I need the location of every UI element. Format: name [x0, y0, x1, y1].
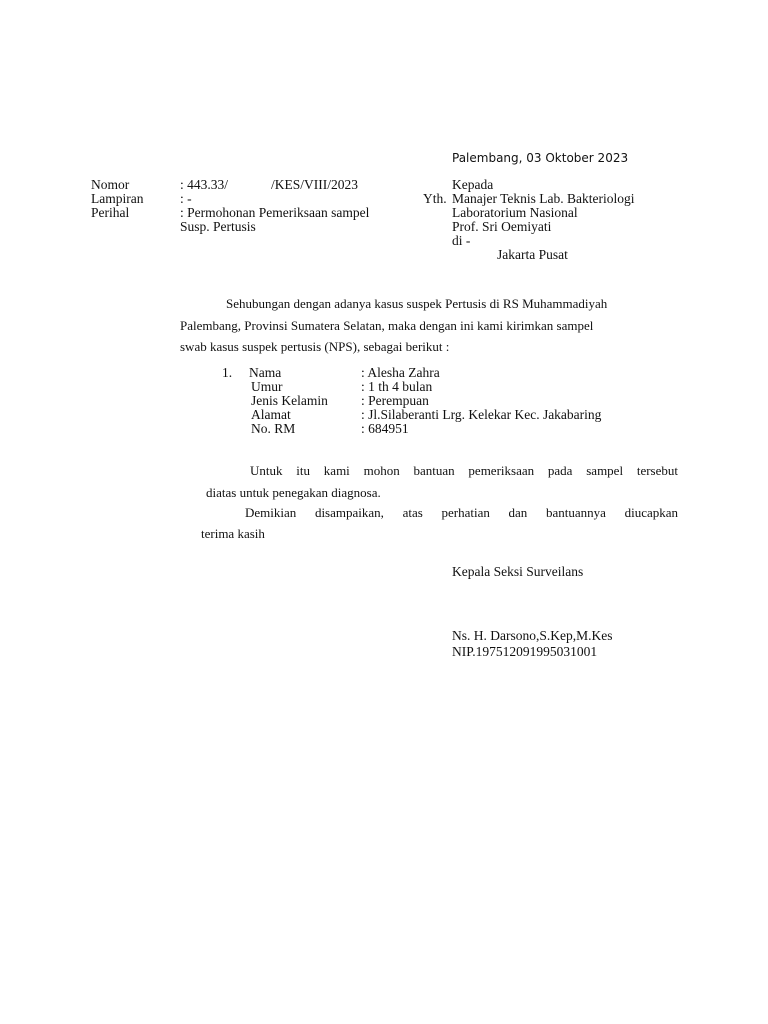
patient-field-label: Umur	[251, 379, 283, 394]
intro-line1: Sehubungan dengan adanya kasus suspek Pertusis di RS Muhammadiyah	[226, 296, 608, 311]
request-line1: Untuk itu kami mohon bantuan pemeriksaan pada sampel tersebut	[250, 463, 678, 478]
lampiran-value: : -	[180, 191, 192, 206]
nomor-suffix: /KES/VIII/2023	[271, 177, 358, 192]
recipient-line2: Laboratorium Nasional	[452, 205, 578, 220]
place-date: Palembang, 03 Oktober 2023	[452, 151, 629, 165]
signature-nip: NIP.197512091995031001	[452, 644, 598, 659]
perihal-value: : Permohonan Pemeriksaan sampel	[180, 205, 370, 220]
recipient-line1: Manajer Teknis Lab. Bakteriologi	[452, 191, 635, 206]
closing-line1: Demikian disampaikan, atas perhatian dan bantuannya diucapkan	[245, 505, 678, 520]
patient-field-label: Nama	[249, 365, 282, 380]
patient-number: 1.	[222, 365, 233, 380]
patient-field-value: : 1 th 4 bulan	[361, 379, 433, 394]
nomor-value: : 443.33/	[180, 177, 229, 192]
patient-field-value: : 684951	[361, 421, 409, 436]
recipient-line3: Prof. Sri Oemiyati	[452, 219, 552, 234]
recipient-kepada: Kepada	[452, 177, 494, 192]
patient-field-label: Alamat	[251, 407, 291, 422]
recipient-line4: di -	[452, 233, 471, 248]
patient-field-label: Jenis Kelamin	[251, 393, 328, 408]
perihal-label: Perihal	[91, 205, 130, 220]
intro-line3: swab kasus suspek pertusis (NPS), sebagai berikut :	[180, 339, 450, 354]
patient-field-label: No. RM	[251, 421, 296, 436]
signature-name: Ns. H. Darsono,S.Kep,M.Kes	[452, 628, 613, 643]
signature-title: Kepala Seksi Surveilans	[452, 564, 584, 579]
recipient-line5: Jakarta Pusat	[497, 247, 568, 262]
patient-field-value: : Jl.Silaberanti Lrg. Kelekar Kec. Jakabaring	[361, 407, 602, 422]
intro-line2: Palembang, Provinsi Sumatera Selatan, maka dengan ini kami kirimkan sampel	[180, 318, 594, 333]
perihal-value-2: Susp. Pertusis	[180, 219, 256, 234]
patient-field-value: : Alesha Zahra	[361, 365, 440, 380]
nomor-label: Nomor	[91, 177, 130, 192]
patient-field-value: : Perempuan	[361, 393, 429, 408]
recipient-yth: Yth.	[423, 191, 447, 206]
lampiran-label: Lampiran	[91, 191, 144, 206]
closing-line2: terima kasih	[201, 526, 265, 541]
request-line2: diatas untuk penegakan diagnosa.	[206, 485, 381, 500]
